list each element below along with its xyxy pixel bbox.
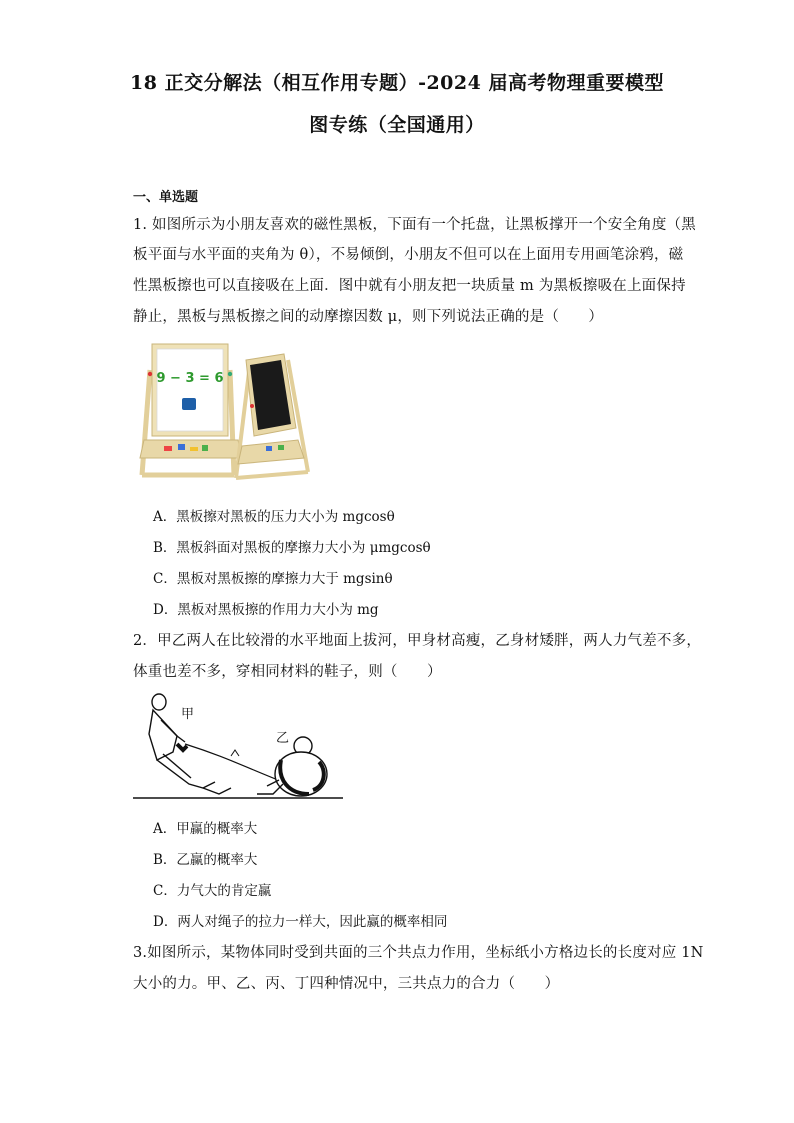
q1-option-b[interactable]: B．黑板斜面对黑板的摩擦力大小为 μmgcosθ	[153, 540, 431, 556]
eraser-icon	[182, 398, 196, 410]
q3-stem-line: 3.如图所示，某物体同时受到共面的三个共点力作用，坐标纸小方格边长的长度对应 1N	[133, 945, 704, 961]
rope-marker	[231, 750, 239, 756]
q1-option-c[interactable]: C．黑板对黑板擦的摩擦力大于 mgsinθ	[153, 571, 393, 587]
q1-stem-line: 板平面与水平面的夹角为 θ），不易倾倒，小朋友不但可以在上面用专用画笔涂鸦，磁	[133, 247, 684, 263]
whiteboard-easel	[140, 344, 242, 475]
document-title-line2: 图专练（全国通用）	[309, 114, 485, 136]
q1-stem-line: 1. 如图所示为小朋友喜欢的磁性黑板，下面有一个托盘，让黑板撑开一个安全角度（黑	[133, 217, 696, 233]
whiteboard-equation: 9 − 3 = 6	[156, 371, 224, 386]
q1-stem-line: 性黑板擦也可以直接吸在上面．图中就有小朋友把一块质量 m 为黑板擦吸在上面保持	[133, 278, 686, 294]
q1-option-a[interactable]: A．黑板擦对黑板的压力大小为 mgcosθ	[153, 509, 395, 525]
label-yi: 乙	[276, 731, 290, 746]
person-yi	[257, 737, 327, 796]
q2-stem-line: 2．甲乙两人在比较滑的水平地面上拔河，甲身材高瘦，乙身材矮胖，两人力气差不多，	[133, 633, 702, 649]
rope	[185, 744, 283, 782]
blackboard-easel	[236, 354, 308, 478]
q2-option-a[interactable]: A．甲赢的概率大	[153, 821, 258, 837]
document-title-line1: 18 正交分解法（相互作用专题）-2024 届高考物理重要模型	[130, 72, 664, 94]
q2-option-b[interactable]: B．乙赢的概率大	[153, 852, 258, 868]
section-heading: 一、单选题	[133, 190, 199, 205]
q2-option-c[interactable]: C．力气大的肯定赢	[153, 883, 272, 899]
q1-stem-line: 静止，黑板与黑板擦之间的动摩擦因数 μ，则下列说法正确的是（ ）	[133, 309, 604, 325]
tug-of-war-figure	[133, 690, 345, 802]
q1-option-d[interactable]: D．黑板对黑板擦的作用力大小为 mg	[153, 602, 379, 618]
label-jia: 甲	[181, 707, 195, 722]
q2-stem-line: 体重也差不多，穿相同材料的鞋子，则（ ）	[133, 664, 442, 680]
magnetic-board-figure	[138, 340, 316, 492]
q2-option-d[interactable]: D．两人对绳子的拉力一样大，因此赢的概率相同	[153, 914, 448, 930]
q3-stem-line: 大小的力。甲、乙、丙、丁四种情况中，三共点力的合力（ ）	[133, 976, 560, 992]
